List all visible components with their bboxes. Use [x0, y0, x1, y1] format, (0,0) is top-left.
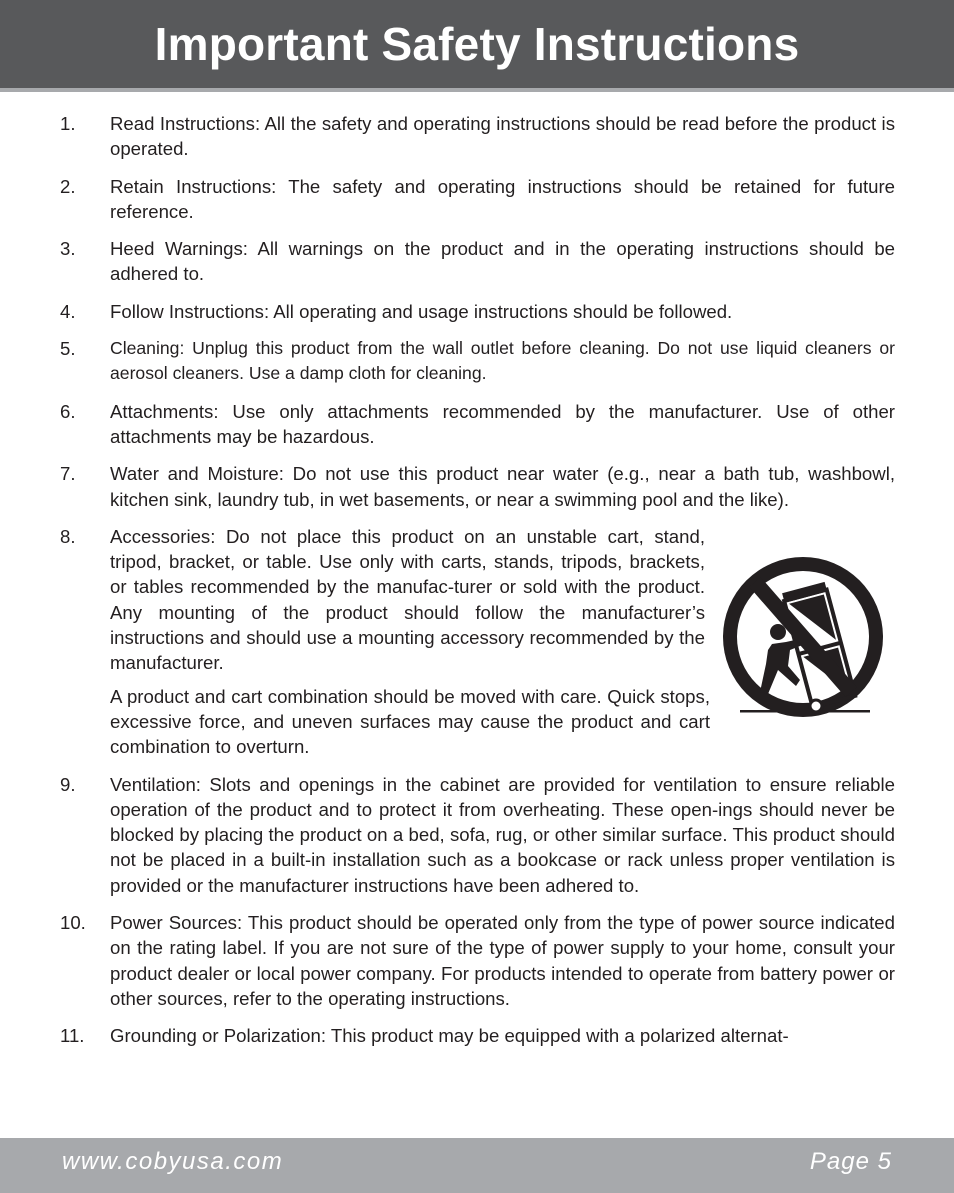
header-divider — [0, 88, 954, 92]
item-number: 2. — [60, 175, 76, 197]
list-item — [60, 111, 895, 162]
page-title: Important Safety Instructions — [154, 18, 800, 70]
item-text: Water and Moisture: Do not use this product near water (e.g., near a bath tub, washbowl, kitchen sink, laundry tub, in wet basements, or near a swimming pool and the like). — [110, 463, 895, 510]
header-bar — [0, 0, 954, 88]
item-text: Grounding or Polarization: This product may be equipped with a polarized alternat- — [110, 1025, 789, 1047]
item-text: Read Instructions: All the safety and operating instructions should be read before the product is operated. — [110, 113, 895, 160]
item-number: 11. — [60, 1025, 85, 1047]
list-item — [60, 399, 895, 450]
item-number: 4. — [60, 300, 76, 322]
item-text: Ventilation: Slots and openings in the cabinet are provided for ventilation to ensure reliable operation of the product and to protect it from overheating. These open-ings should never be blocked by placing the product on a bed, sofa, rug, or other similar surface. This product should not be placed in a built-in installation such as a bookcase or rack unless proper ventilation is provided or the manufacturer instructions have been adhered to. — [110, 773, 895, 896]
item-text: Power Sources: This product should be operated only from the type of power source indicated on the rating label. If you are not sure of the type of power supply to your home, consult your product dealer or local power company. For products intended to operate from battery power or other sources, refer to the operating instructions. — [110, 912, 895, 1009]
website-url: www.cobyusa.com — [62, 1148, 284, 1175]
footer-bar — [0, 1138, 954, 1193]
item-text: Heed Warnings: All warnings on the product and in the operating instructions should be adhered to. — [110, 238, 895, 285]
item-text: Follow Instructions: All operating and usage instructions should be followed. — [110, 300, 733, 322]
item-text: Attachments: Use only attachments recommended by the manufacturer. Use of other attachments may be hazardous. — [110, 400, 895, 447]
list-item — [60, 772, 895, 898]
list-item — [60, 910, 895, 1011]
item-number: 9. — [60, 773, 76, 795]
item-text: Retain Instructions: The safety and operating instructions should be retained for future reference. — [110, 175, 895, 222]
item-number: 3. — [60, 238, 76, 260]
item-number: 8. — [60, 525, 76, 547]
item-text-continued: A product and cart combination should be moved with care. Quick stops, excessive force, and uneven surfaces may cause the product and cart combination to overturn. — [110, 685, 710, 758]
item-text: Cleaning: Unplug this product from the wall outlet before cleaning. Do not use liquid cleaners or aerosol cleaners. Use a damp cloth for cleaning. — [110, 338, 895, 384]
list-item — [60, 174, 895, 225]
item-number: 1. — [60, 113, 76, 134]
list-item — [60, 1023, 895, 1048]
item-number: 5. — [60, 338, 76, 360]
list-item — [60, 236, 895, 287]
list-item — [60, 299, 895, 324]
page-number: Page 5 — [809, 1148, 892, 1175]
item-number: 7. — [60, 463, 76, 485]
list-item — [60, 461, 895, 512]
list-item — [60, 336, 895, 387]
item-number: 6. — [60, 400, 76, 422]
cart-tip-over-warning-icon — [720, 554, 890, 722]
item-text: Accessories: Do not place this product on an unstable cart, stand, tripod, bracket, or table. Use only with carts, stands, tripods, brackets, or tables recommended by the manufac-turer or sold with the product. Any mounting of the product should follow the manufacturer’s instructions and should use a mounting accessory recommended by the manufacturer. — [110, 525, 705, 674]
item-number: 10. — [60, 912, 86, 934]
